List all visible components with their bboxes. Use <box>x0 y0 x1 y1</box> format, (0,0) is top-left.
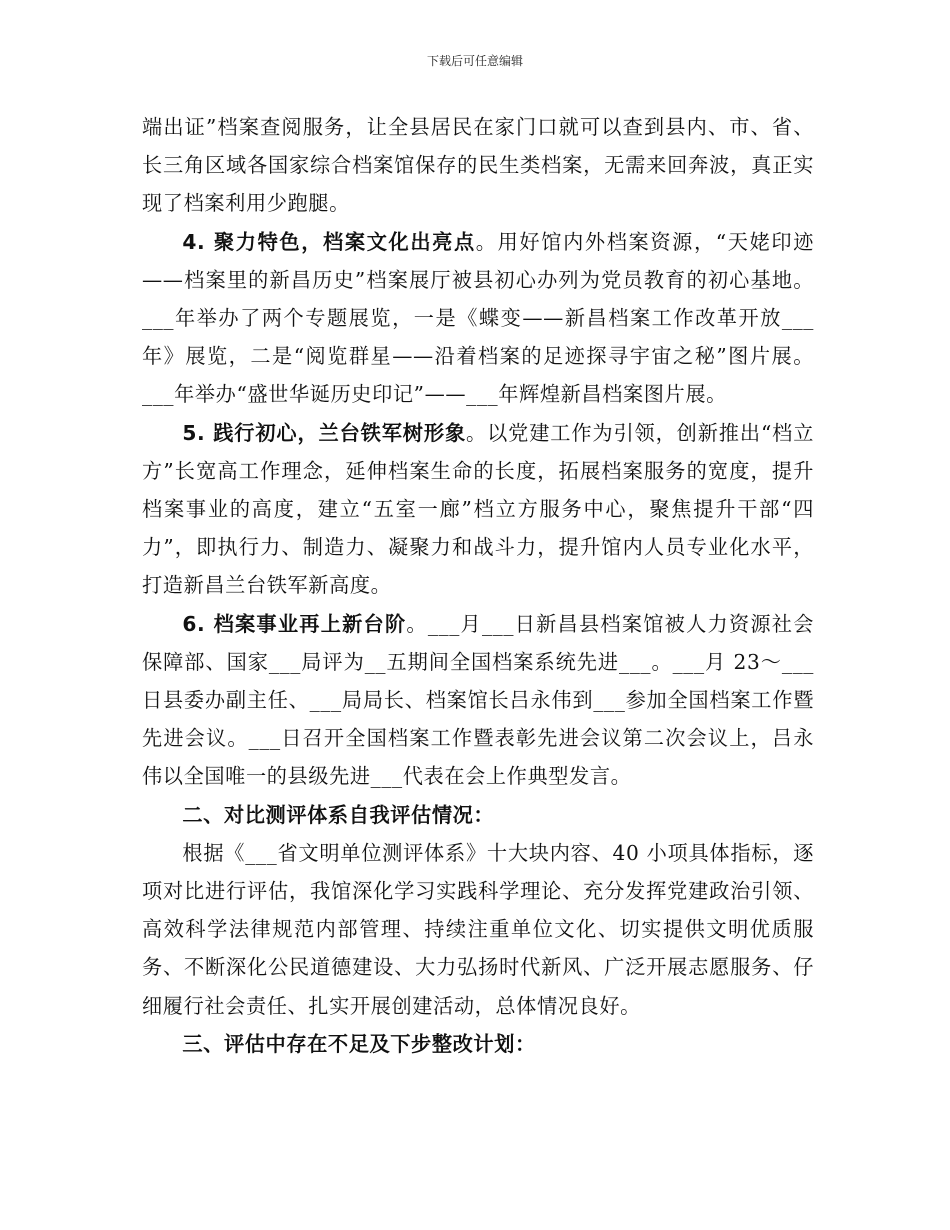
item-4-text: 。用好馆内外档案资源，“天姥印迹——档案里的新昌历史”档案展厅被县初心办列为党员教育的初心基地。___年举办了两个专题展览，一是《蝶变——新昌档案工作改革开放___年》展览，二是“阅览群星——沿着档案的足迹探寻宇宙之秘”图片展。___年举办“盛世华诞历史印记”——___年辉煌新昌档案图片展。 <box>142 229 814 407</box>
paragraph-item-4 <box>142 223 814 414</box>
section-3-heading: 三、评估中存在不足及下步整改计划： <box>182 1031 536 1056</box>
paragraph-item-6 <box>142 605 814 796</box>
section-2-paragraph: 根据《___省文明单位测评体系》十大块内容、40 小项具体指标，逐项对比进行评估，我馆深化学习实践科学理论、充分发挥党建政治引领、高效科学法律规范内部管理、持续注重单位文化、切实提供文明优质服务、不断深化公民道德建设、大力弘扬时代新风、广泛开展志愿服务、仔细履行社会责任、扎实开展创建活动，总体情况良好。 <box>142 840 814 1018</box>
paragraph-item-5 <box>142 414 814 605</box>
document-body <box>142 108 814 1063</box>
section-2-heading: 二、对比测评体系自我评估情况： <box>182 802 495 827</box>
item-6-lead: 6. 档案事业再上新台阶 <box>182 611 407 636</box>
paragraph-continuation <box>142 108 814 223</box>
item-6-text: 。___月___日新昌县档案馆被人力资源社会保障部、国家___局评为__五期间全国档案系统先进___。___月 23～___日县委办副主任、___局局长、档案馆长吕永伟到___参加全国档案工作暨先进会议。___日召开全国档案工作暨表彰先进会议第二次会议上，吕永伟以全国唯一的县级先进___代表在会上作典型发言。 <box>142 611 815 789</box>
item-4-lead: 4. 聚力特色，档案文化出亮点 <box>182 229 476 254</box>
paragraph-text: 端出证”档案查阅服务，让全县居民在家门口就可以查到县内、市、省、长三角区域各国家综合档案馆保存的民生类档案，无需来回奔波，真正实现了档案利用少跑腿。 <box>142 115 814 216</box>
item-5-lead: 5. 践行初心，兰台铁军树形象 <box>182 420 467 445</box>
item-5-text: 。以党建工作为引领，创新推出“档立方”长宽高工作理念，延伸档案生命的长度，拓展档案服务的宽度，提升档案事业的高度，建立“五室一廊”档立方服务中心，聚焦提升干部“四力”，即执行力、制造力、凝聚力和战斗力，提升馆内人员专业化水平，打造新昌兰台铁军新高度。 <box>142 420 814 598</box>
page-header-note: 下载后可任意编辑 <box>426 54 523 68</box>
